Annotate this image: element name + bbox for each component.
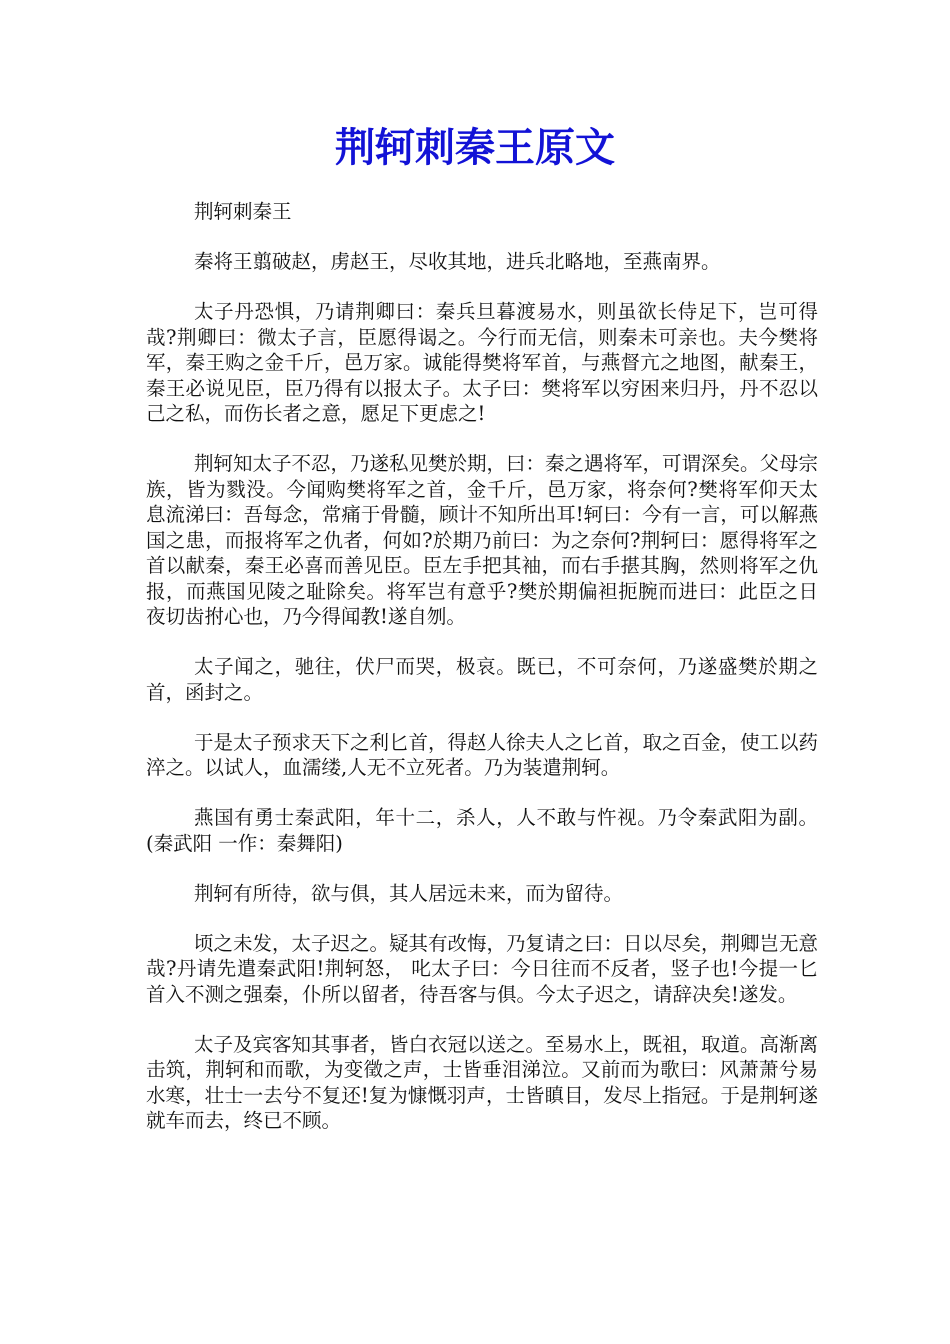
paragraph: 荆轲有所待，欲与俱，其人居远未来，而为留待。 <box>194 881 624 905</box>
paragraph: 太子丹恐惧，乃请荆卿曰：秦兵旦暮渡易水，则虽欲长侍足下，岂可得哉?荆卿曰：微太子言，臣愿得谒之。今行而无信，则秦未可亲也。夫今樊将军，秦王购之金千斤，邑万家。诚能得樊将军首，与燕督亢之地图，献秦王，秦王必说见臣，臣乃得有以报太子。太子曰：樊将军以穷困来归丹，丹不忍以己之私，而伤长者之意，愿足下更虑之! <box>146 300 818 425</box>
paragraph: 荆轲知太子不忍，乃遂私见樊於期，曰：秦之遇将军，可谓深矣。父母宗族，皆为戮没。今闻购樊将军之首，金千斤，邑万家，将奈何?樊将军仰天太息流涕曰：吾每念，常痛于骨髓，顾计不知所出耳!轲曰：今有一言，可以解燕国之患，而报将军之仇者，何如?於期乃前曰：为之奈何?荆轲曰：愿得将军之首以献秦，秦王必喜而善见臣。臣左手把其袖，而右手揕其胸，然则将军之仇报，而燕国见陵之耻除矣。将军岂有意乎?樊於期偏袒扼腕而进曰：此臣之日夜切齿拊心也，乃今得闻教!遂自刎。 <box>146 452 819 628</box>
paragraph: 燕国有勇士秦武阳，年十二，杀人，人不敢与忤视。乃令秦武阳为副。(秦武阳 一作：秦舞阳) <box>146 806 818 855</box>
document-title: 荆轲刺秦王原文 <box>335 125 615 171</box>
paragraph: 秦将王翦破赵，虏赵王，尽收其地，进兵北略地，至燕南界。 <box>194 250 721 273</box>
paragraph-heading: 荆轲刺秦王 <box>194 200 292 223</box>
paragraph: 太子闻之，驰往，伏尸而哭，极哀。既已，不可奈何，乃遂盛樊於期之首，函封之。 <box>146 655 818 704</box>
paragraph: 太子及宾客知其事者，皆白衣冠以送之。至易水上，既祖，取道。高渐离击筑，荆轲和而歌，为变徵之声，士皆垂泪涕泣。又前而为歌曰：风萧萧兮易水寒，壮士一去兮不复还!复为慷慨羽声，士皆瞋目，发尽上指冠。于是荆轲遂就车而去，终已不顾。 <box>146 1032 819 1132</box>
document-body <box>146 199 818 1158</box>
paragraph: 于是太子预求天下之利匕首，得赵人徐夫人之匕首，取之百金，使工以药 淬之。以试人，血濡缕,人无不立死者。乃为装遣荆轲。 <box>146 730 819 779</box>
paragraph: 顷之未发，太子迟之。疑其有改悔，乃复请之曰：日以尽矣，荆卿岂无意哉?丹请先遣秦武阳!荆轲怒， 叱太子曰：今日往而不反者，竖子也!今提一匕首入不测之强秦，仆所以留者，待吾客与俱。今太子迟之，请辞决矣!遂发。 <box>146 931 819 1006</box>
